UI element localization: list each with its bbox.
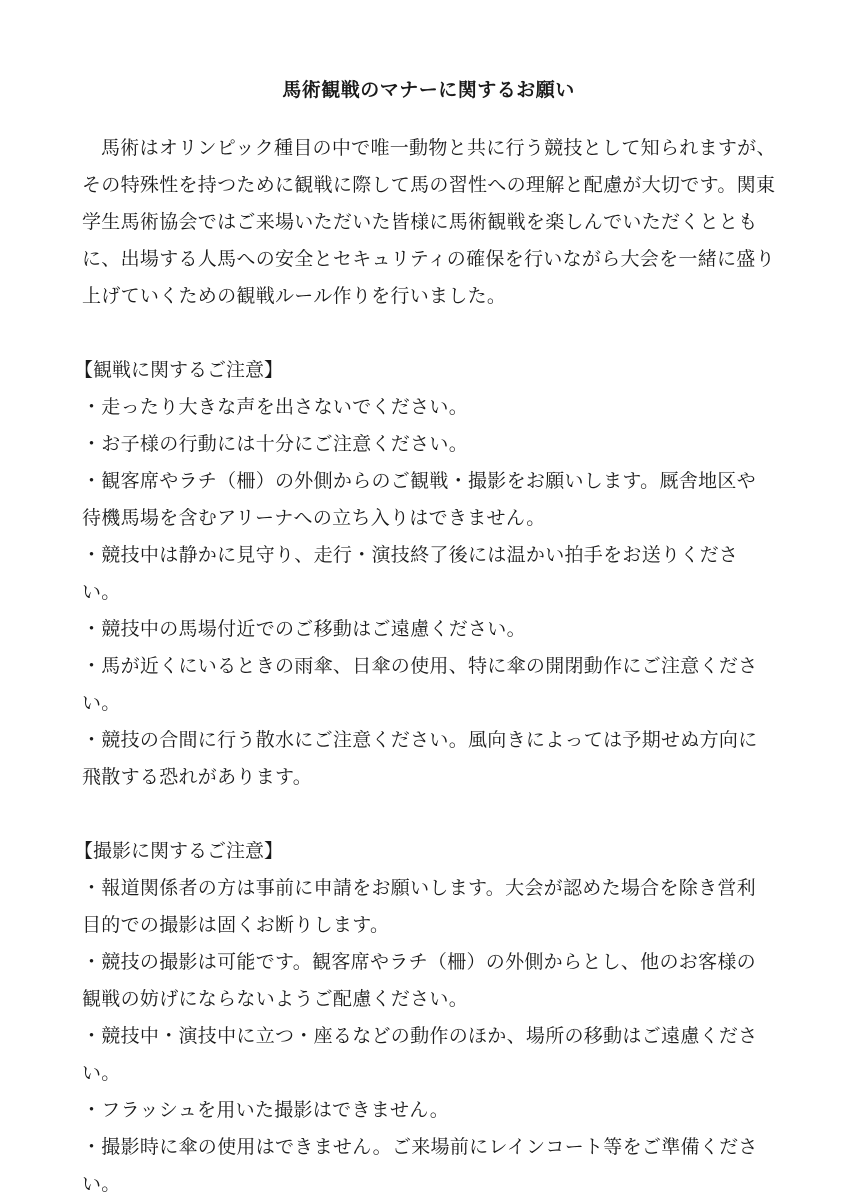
list-item: ・走ったり大きな声を出さないでください。 <box>82 396 469 418</box>
list-item: ・報道関係者の方は事前に申請をお願いします。大会が認めた場合を除き営利目的での撮影は固くお断りします。 <box>82 877 756 936</box>
intro-paragraph: 馬術はオリンピック種目の中で唯一動物と共に行う競技として知られますが、その特殊性を持つために観戦に際して馬の習性への理解と配慮が大切です。関東学生馬術協会ではご来場いただいた皆様に馬術観戦を楽しんでいただくとともに、出場する人馬への安全とセキュリティの確保を行いながら大会を一緒に盛り上げていくための観戦ルール作りを行いました。 <box>82 137 776 307</box>
section-heading: 【観戦に関するご注意】 <box>74 359 284 381</box>
list-item: ・競技中・演技中に立つ・座るなどの動作のほか、場所の移動はご遠慮ください。 <box>82 1025 758 1084</box>
list-item: ・競技中の馬場付近でのご移動はご遠慮ください。 <box>82 618 526 640</box>
list-item: ・競技の合間に行う散水にご注意ください。風向きによっては予期せぬ方向に飛散する恐れがあります。 <box>82 729 758 788</box>
list-item: ・馬が近くにいるときの雨傘、日傘の使用、特に傘の開閉動作にご注意ください。 <box>82 655 758 714</box>
document-title: 馬術観戦のマナーに関するお願い <box>282 79 575 101</box>
notes-list <box>82 870 772 1203</box>
list-item: ・競技中は静かに見守り、走行・演技終了後には温かい拍手をお送りください。 <box>82 544 739 603</box>
section-viewing <box>74 352 857 796</box>
list-item: ・お子様の行動には十分にご注意ください。 <box>82 433 469 455</box>
list-item: ・フラッシュを用いた撮影はできません。 <box>82 1099 450 1121</box>
list-item: ・競技の撮影は可能です。観客席やラチ（柵）の外側からとし、他のお客様の観戦の妨げにならないようご配慮ください。 <box>82 951 756 1010</box>
list-item: ・撮影時に傘の使用はできません。ご来場前にレインコート等をご準備ください。 <box>82 1136 758 1195</box>
notes-list <box>82 389 772 796</box>
section-photography <box>74 833 857 1203</box>
list-item: ・観客席やラチ（柵）の外側からのご観戦・撮影をお願いします。厩舎地区や待機馬場を含むアリーナへの立ち入りはできません。 <box>82 470 756 529</box>
section-heading: 【撮影に関するご注意】 <box>74 840 284 862</box>
